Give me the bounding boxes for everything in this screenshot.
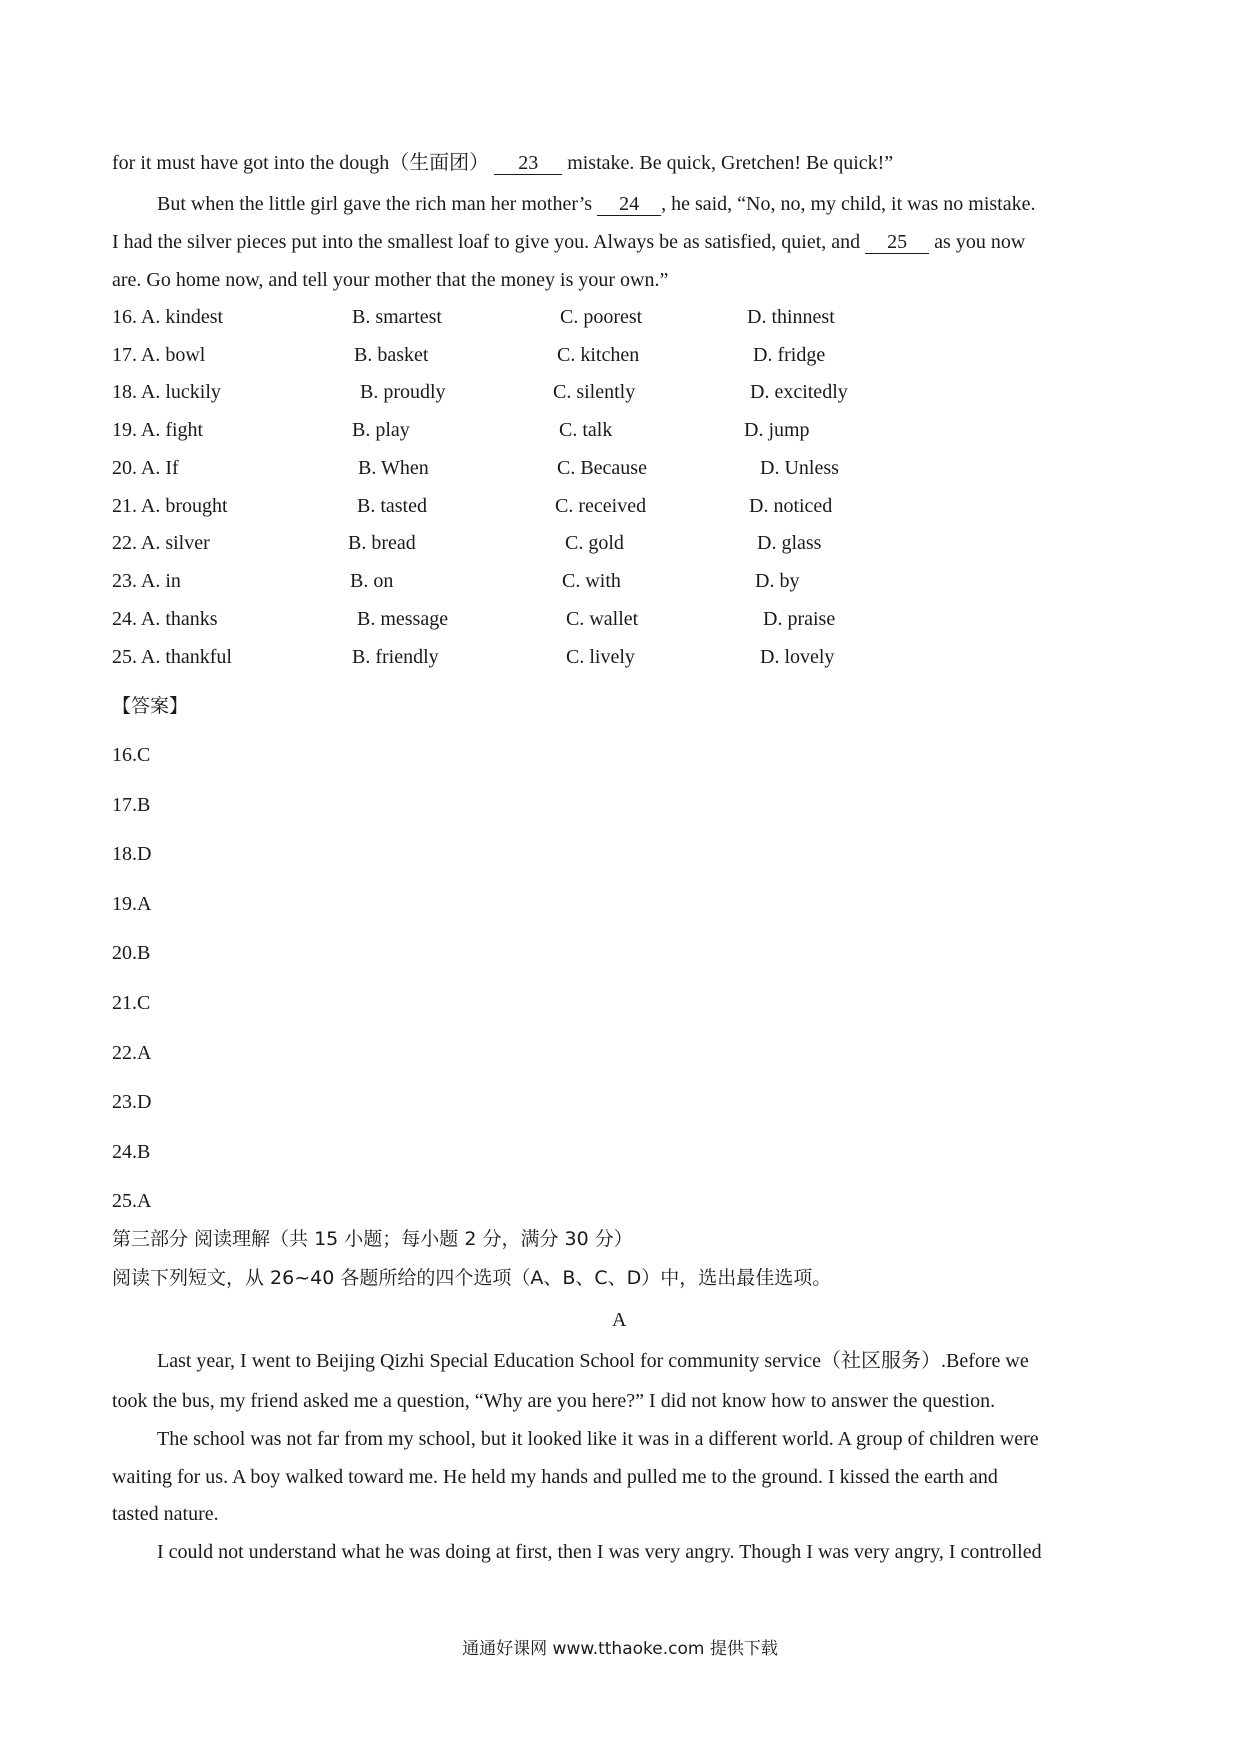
- page-footer: 通通好课网 www.tthaoke.com 提供下载: [462, 1639, 778, 1659]
- option-b: B. play: [352, 419, 410, 441]
- answer-item: 24.B: [112, 1140, 151, 1163]
- option-d: D. lovely: [760, 646, 835, 668]
- option-a: 20. A. If: [112, 457, 179, 479]
- option-a: 19. A. fight: [112, 419, 204, 441]
- answer-item: 23.D: [112, 1091, 152, 1114]
- option-c: C. wallet: [566, 608, 639, 630]
- option-a: 22. A. silver: [112, 532, 210, 554]
- option-b: B. on: [350, 570, 394, 592]
- answer-item: 20.B: [112, 942, 151, 965]
- option-d: D. glass: [757, 532, 822, 554]
- reading-line: Last year, I went to Beijing Qizhi Special Education School for community service（社区服务）.Before we: [157, 1350, 1029, 1372]
- option-c: C. talk: [559, 419, 613, 441]
- passage-text: as you now: [934, 231, 1026, 253]
- option-b: B. tasted: [357, 495, 427, 517]
- blank-25: 25: [865, 231, 929, 254]
- option-c: C. received: [555, 495, 647, 517]
- option-a: 17. A. bowl: [112, 344, 206, 366]
- option-c: C. gold: [565, 532, 624, 554]
- option-c: C. lively: [566, 646, 635, 668]
- blank-23: 23: [494, 152, 562, 175]
- passage-text: , he said, “No, no, my child, it was no mistake.: [661, 193, 1036, 215]
- option-b: B. friendly: [352, 646, 439, 668]
- answer-heading: 【答案】: [112, 695, 189, 717]
- answer-item: 25.A: [112, 1190, 152, 1213]
- reading-line: waiting for us. A boy walked toward me. He held my hands and pulled me to the ground. I kissed the earth and: [112, 1466, 998, 1488]
- passage-text: mistake. Be quick, Gretchen! Be quick!”: [567, 152, 894, 174]
- option-b: B. bread: [348, 532, 416, 554]
- option-b: B. message: [357, 608, 449, 630]
- option-d: D. fridge: [753, 344, 826, 366]
- option-d: D. praise: [763, 608, 836, 630]
- answer-item: 22.A: [112, 1041, 152, 1064]
- option-b: B. proudly: [360, 381, 446, 403]
- option-b: B. smartest: [352, 306, 442, 328]
- answer-item: 17.B: [112, 793, 151, 816]
- passage-line-3: [112, 230, 1025, 254]
- option-b: B. basket: [354, 344, 429, 366]
- option-d: D. Unless: [760, 457, 839, 479]
- option-d: D. excitedly: [750, 381, 848, 403]
- option-d: D. thinnest: [747, 306, 835, 328]
- option-c: C. poorest: [560, 306, 643, 328]
- option-c: C. silently: [553, 381, 636, 403]
- blank-24: 24: [597, 193, 661, 216]
- option-c: C. kitchen: [557, 344, 640, 366]
- reading-line: I could not understand what he was doing at first, then I was very angry. Though I was very angry, I controlled: [157, 1541, 1042, 1563]
- option-a: 25. A. thankful: [112, 646, 232, 668]
- answer-item: 18.D: [112, 843, 152, 866]
- answer-item: 19.A: [112, 892, 152, 915]
- option-a: 24. A. thanks: [112, 608, 218, 630]
- passage-text: for it must have got into the dough（生面团）: [112, 152, 490, 174]
- option-c: C. Because: [557, 457, 647, 479]
- section-title: 第三部分 阅读理解（共 15 小题；每小题 2 分，满分 30 分）: [112, 1228, 633, 1250]
- option-a: 23. A. in: [112, 570, 181, 592]
- reading-line: took the bus, my friend asked me a question, “Why are you here?” I did not know how to answer the question.: [112, 1390, 996, 1412]
- passage-line-2: [157, 192, 1035, 216]
- option-c: C. with: [562, 570, 621, 592]
- section-instruction: 阅读下列短文，从 26~40 各题所给的四个选项（A、B、C、D）中，选出最佳选项。: [112, 1267, 832, 1289]
- passage-label: A: [612, 1309, 627, 1331]
- passage-line-1: [112, 151, 893, 175]
- option-d: D. by: [755, 570, 800, 592]
- option-d: D. jump: [744, 419, 810, 441]
- reading-line: tasted nature.: [112, 1503, 219, 1525]
- passage-text: I had the silver pieces put into the smallest loaf to give you. Always be as satisfied, quiet, and: [112, 231, 861, 253]
- passage-text: But when the little girl gave the rich man her mother’s: [157, 193, 593, 215]
- option-d: D. noticed: [749, 495, 833, 517]
- option-a: 16. A. kindest: [112, 306, 224, 328]
- reading-line: The school was not far from my school, but it looked like it was in a different world. A group of children were: [157, 1428, 1039, 1450]
- answer-item: 16.C: [112, 744, 151, 766]
- answer-item: 21.C: [112, 992, 151, 1014]
- passage-line-4: are. Go home now, and tell your mother that the money is your own.”: [112, 269, 669, 291]
- option-a: 18. A. luckily: [112, 381, 221, 403]
- option-a: 21. A. brought: [112, 495, 228, 517]
- option-b: B. When: [358, 457, 429, 479]
